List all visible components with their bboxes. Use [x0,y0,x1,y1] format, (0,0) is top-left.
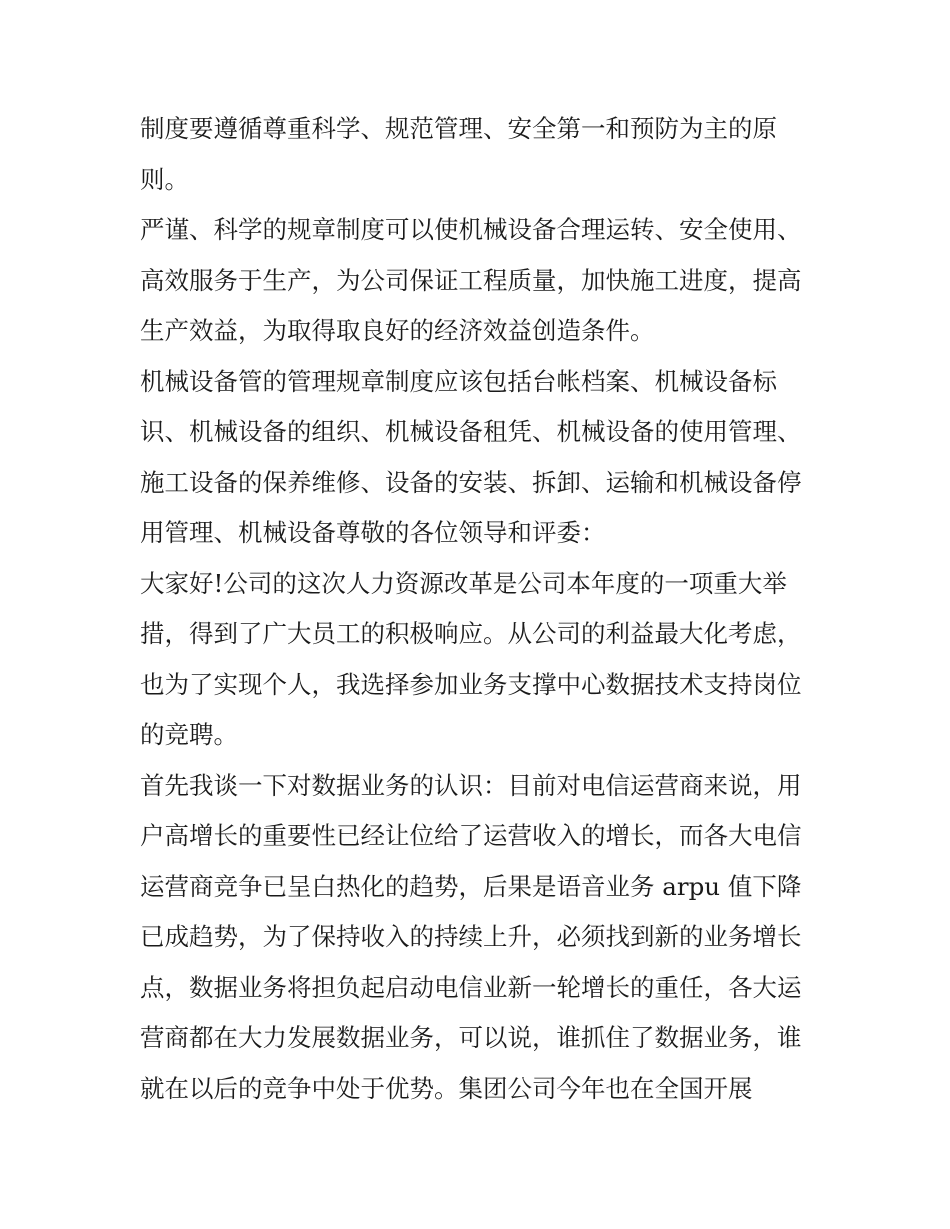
text-line: 施工设备的保养维修、设备的安装、拆卸、运输和机械设备停 [140,467,802,497]
text-line: 高效服务于生产，为公司保证工程质量，加快施工进度，提高 [140,265,802,295]
text-line: 就在以后的竞争中处于优势。集团公司今年也在全国开展 [140,1073,753,1103]
text-line: 营商都在大力发展数据业务，可以说，谁抓住了数据业务，谁 [140,1023,802,1052]
text-line: 则。 [140,164,189,194]
text-line: 大家好!公司的这次人力资源改革是公司本年度的一项重大举 [140,568,787,598]
text-line: 运营商竞争已呈白热化的趋势，后果是语音业务 arpu 值下降 [140,871,802,901]
text-line: 用管理、机械设备尊敬的各位领导和评委： [140,518,606,547]
text-line: 生产效益，为取得取良好的经济效益创造条件。 [140,316,655,345]
body-text [140,104,820,1114]
text-line: 已成趋势，为了保持收入的持续上升，必须找到新的业务增长 [140,922,802,951]
text-line: 户高增长的重要性已经让位给了运营收入的增长，而各大电信 [140,821,802,850]
text-line: 识、机械设备的组织、机械设备租凭、机械设备的使用管理、 [140,417,802,446]
text-line: 首先我谈一下对数据业务的认识：目前对电信运营商来说，用 [140,770,802,800]
text-line: 的竞聘。 [140,720,238,749]
text-line: 制度要遵循尊重科学、规范管理、安全第一和预防为主的原 [140,114,777,143]
text-line: 点，数据业务将担负起启动电信业新一轮增长的重任，各大运 [140,972,802,1002]
text-line: 措，得到了广大员工的积极响应。从公司的利益最大化考虑， [140,619,802,648]
text-line: 严谨、科学的规章制度可以使机械设备合理运转、安全使用、 [140,215,802,244]
text-line: 也为了实现个人，我选择参加业务支撑中心数据技术支持岗位 [140,669,802,699]
text-line: 机械设备管的管理规章制度应该包括台帐档案、机械设备标 [140,366,777,396]
